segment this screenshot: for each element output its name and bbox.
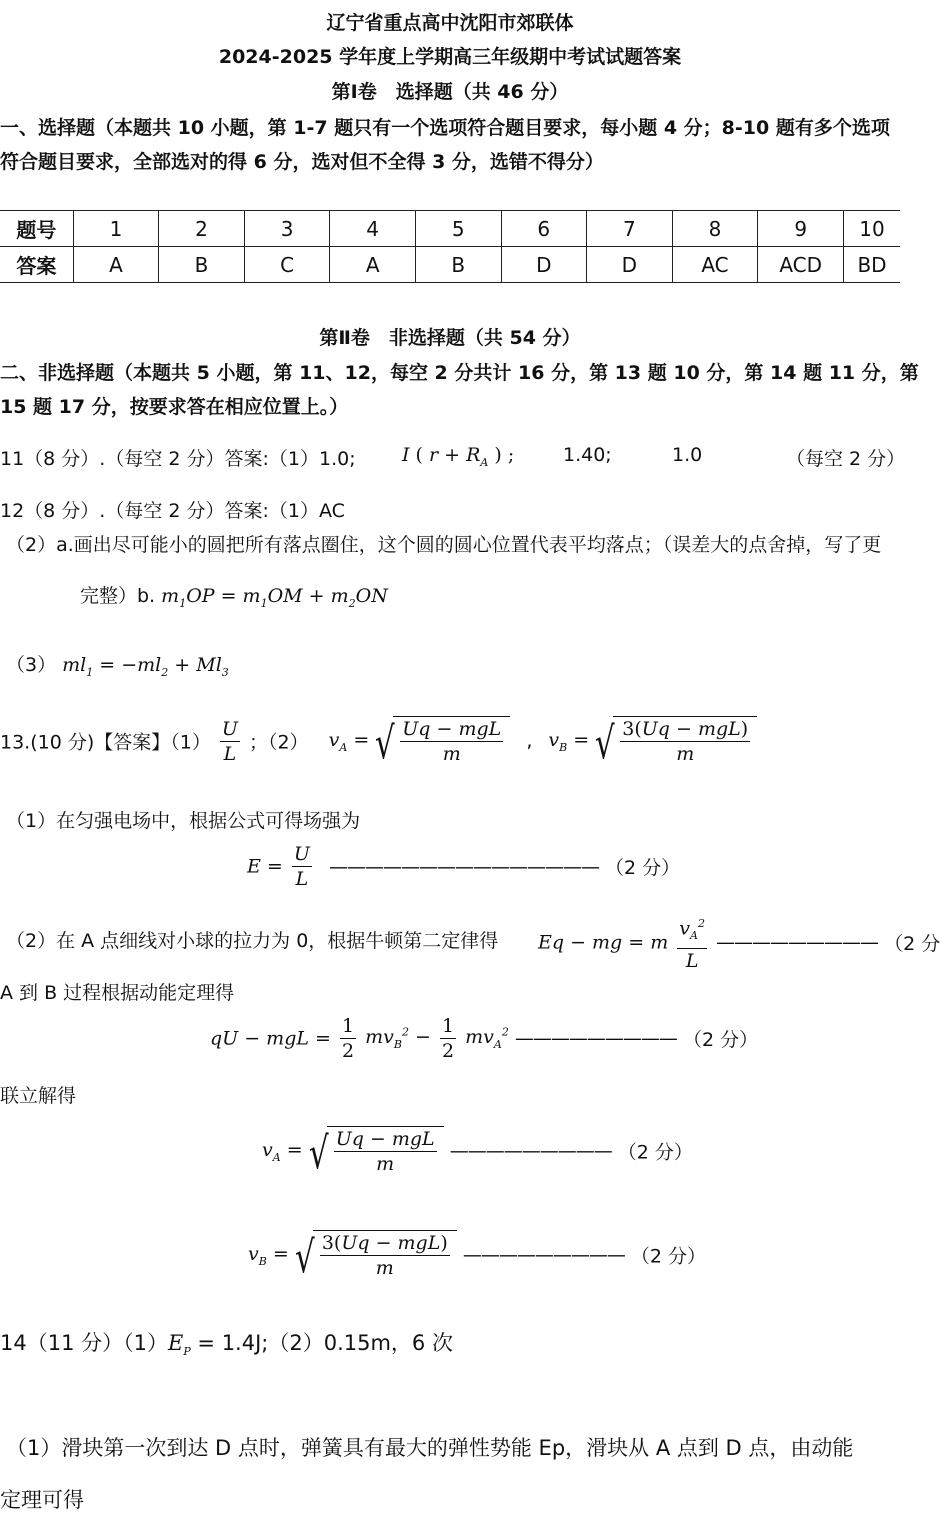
newton-formula: Eq − mg = m $\frac{v_A^2}{L}$ ————————— （2 分 xyxy=(538,912,940,973)
va-result: $v_A$ = √ $\frac{\text{Uq − mgL}}{m}$ ————————— （2 分） xyxy=(262,1128,693,1179)
q13-head: 13.(10 分)【答案】（1） $\frac{U}{L}$ ；（2） $v_A$ = √ $\frac{\text{Uq − mgL}}{m}$ , $v_B$ = √ $\frac{\text{3(Uq − mgL)}}{m}$ xyxy=(0,716,757,766)
fraction-u-over-l: $\frac{U}{L}$ xyxy=(221,717,238,765)
section1-title: 第Ⅰ卷 选择题（共 46 分） xyxy=(331,81,569,103)
table-cell: B xyxy=(415,247,501,283)
q12-momentum-formula: $m_1OP = m_1OM + m_2ON$ xyxy=(161,585,388,610)
table-answer-label: 答案 xyxy=(0,247,73,283)
score-vb: （2 分） xyxy=(630,1245,706,1268)
table-cell: C xyxy=(244,247,330,283)
vb-result: $v_B$ = √ $\frac{\text{3(Uq − mgL)}}{m}$ ————————— （2 分） xyxy=(248,1232,706,1283)
q11-prefix: 11（8 分）.（每空 2 分）答案:（1）1.0; xyxy=(0,448,356,470)
q12-line2: （2）a.画出尽可能小的圆把所有落点圈住，这个圆的圆心位置代表平均落点；（误差大的点舍掉，写了更 xyxy=(6,534,882,556)
q11-formula: I ( $r + R_A$ ) ; xyxy=(402,444,515,469)
table-cell: D xyxy=(501,247,587,283)
q11-suffix: （每空 2 分） xyxy=(786,448,906,470)
table-row-answers xyxy=(0,247,900,283)
q14-step2-text: 定理可得 xyxy=(0,1488,84,1512)
part2-intro-line2: 15 题 17 分，按要求答在相应位置上。） xyxy=(0,396,349,418)
table-cell: A xyxy=(73,247,159,283)
q13-step3-text: A 到 B 过程根据动能定理得 xyxy=(0,982,235,1004)
table-cell: 6 xyxy=(501,211,587,247)
score-e: （2 分） xyxy=(605,857,681,879)
table-cell: 3 xyxy=(244,211,330,247)
q12-line4 xyxy=(6,650,229,679)
table-cell: 2 xyxy=(159,211,245,247)
e-field-formula: E = $\frac{U}{L}$ ——————————————— （2 分） xyxy=(247,843,681,890)
q13-head-text: 13.(10 分)【答案】（1） xyxy=(0,731,211,754)
table-cell: AC xyxy=(672,247,758,283)
q13-part2-label: ；（2） xyxy=(248,731,309,754)
score-newton: （2 分 xyxy=(884,933,940,956)
answer-table xyxy=(0,210,900,283)
q12-line3-prefix: 完整）b. xyxy=(80,585,156,607)
section2-title: 第Ⅱ卷 非选择题（共 54 分） xyxy=(319,327,581,349)
q14-step1-text: （1）滑块第一次到达 D 点时，弹簧具有最大的弹性势能 Ep，滑块从 A 点到 D 点，由动能 xyxy=(6,1436,854,1460)
table-header-label: 题号 xyxy=(0,211,73,247)
table-cell: 9 xyxy=(758,211,844,247)
va-formula: $v_A$ = √ $\frac{\text{Uq − mgL}}{m}$ xyxy=(329,729,517,751)
table-cell: 10 xyxy=(844,211,900,247)
table-cell: D xyxy=(587,247,673,283)
vb-formula: $v_B$ = √ $\frac{\text{3(Uq − mgL)}}{m}$ xyxy=(548,729,757,751)
energy-formula: qU − mgL = $\frac{1}{2}$ $mv_B^2$ − $\frac{1}{2}$ $mv_A^2$ ————————— （2 分） xyxy=(210,1015,759,1062)
table-cell: B xyxy=(159,247,245,283)
q12-line4-prefix: （3） xyxy=(6,654,57,676)
part1-intro-line1: 一、选择题（本题共 10 小题，第 1-7 题只有一个选项符合题目要求，每小题 4 分；8-10 题有多个选项 xyxy=(0,117,890,139)
q12-length-formula: $ml_1 = -ml_2 + Ml_3$ xyxy=(62,654,229,679)
score-va: （2 分） xyxy=(617,1141,693,1164)
q14-head: 14（11 分）$(1)E_P$ = 1.4J;（2）0.15m，6 次 xyxy=(0,1331,453,1359)
table-cell: 7 xyxy=(587,211,673,247)
q13-step4-text: 联立解得 xyxy=(0,1085,77,1107)
table-cell: BD xyxy=(844,247,900,283)
part2-intro-line1: 二、非选择题（本题共 5 小题，第 11、12，每空 2 分共计 16 分，第 13 题 10 分，第 14 题 11 分，第 xyxy=(0,362,919,384)
table-row-numbers xyxy=(0,211,900,247)
q14-head-text: 14（11 分）（1） xyxy=(0,1331,168,1355)
q11-value3: 1.0 xyxy=(672,444,703,466)
table-cell: 5 xyxy=(415,211,501,247)
q12-line1: 12（8 分）.（每空 2 分）答案:（1）AC xyxy=(0,500,345,522)
table-cell: A xyxy=(330,247,416,283)
q12-line3 xyxy=(80,581,388,610)
exam-title: 2024-2025 学年度上学期高三年级期中考试试题答案 xyxy=(218,46,682,68)
score-energy: （2 分） xyxy=(682,1029,759,1051)
table-cell: ACD xyxy=(758,247,844,283)
part1-intro-line2: 符合题目要求，全部选对的得 6 分，选对但不全得 3 分，选错不得分） xyxy=(0,151,604,173)
q11-value2: 1.40; xyxy=(563,444,612,466)
table-cell: 4 xyxy=(330,211,416,247)
q13-step1-text: （1）在匀强电场中，根据公式可得场强为 xyxy=(6,810,361,832)
table-cell: 8 xyxy=(672,211,758,247)
table-cell: 1 xyxy=(73,211,159,247)
q14-answer: = 1.4J;（2）0.15m，6 次 xyxy=(197,1331,453,1355)
school-title: 辽宁省重点高中沈阳市郊联体 xyxy=(326,12,574,34)
q13-step2-text: （2）在 A 点细线对小球的拉力为 0，根据牛顿第二定律得 xyxy=(6,930,499,952)
